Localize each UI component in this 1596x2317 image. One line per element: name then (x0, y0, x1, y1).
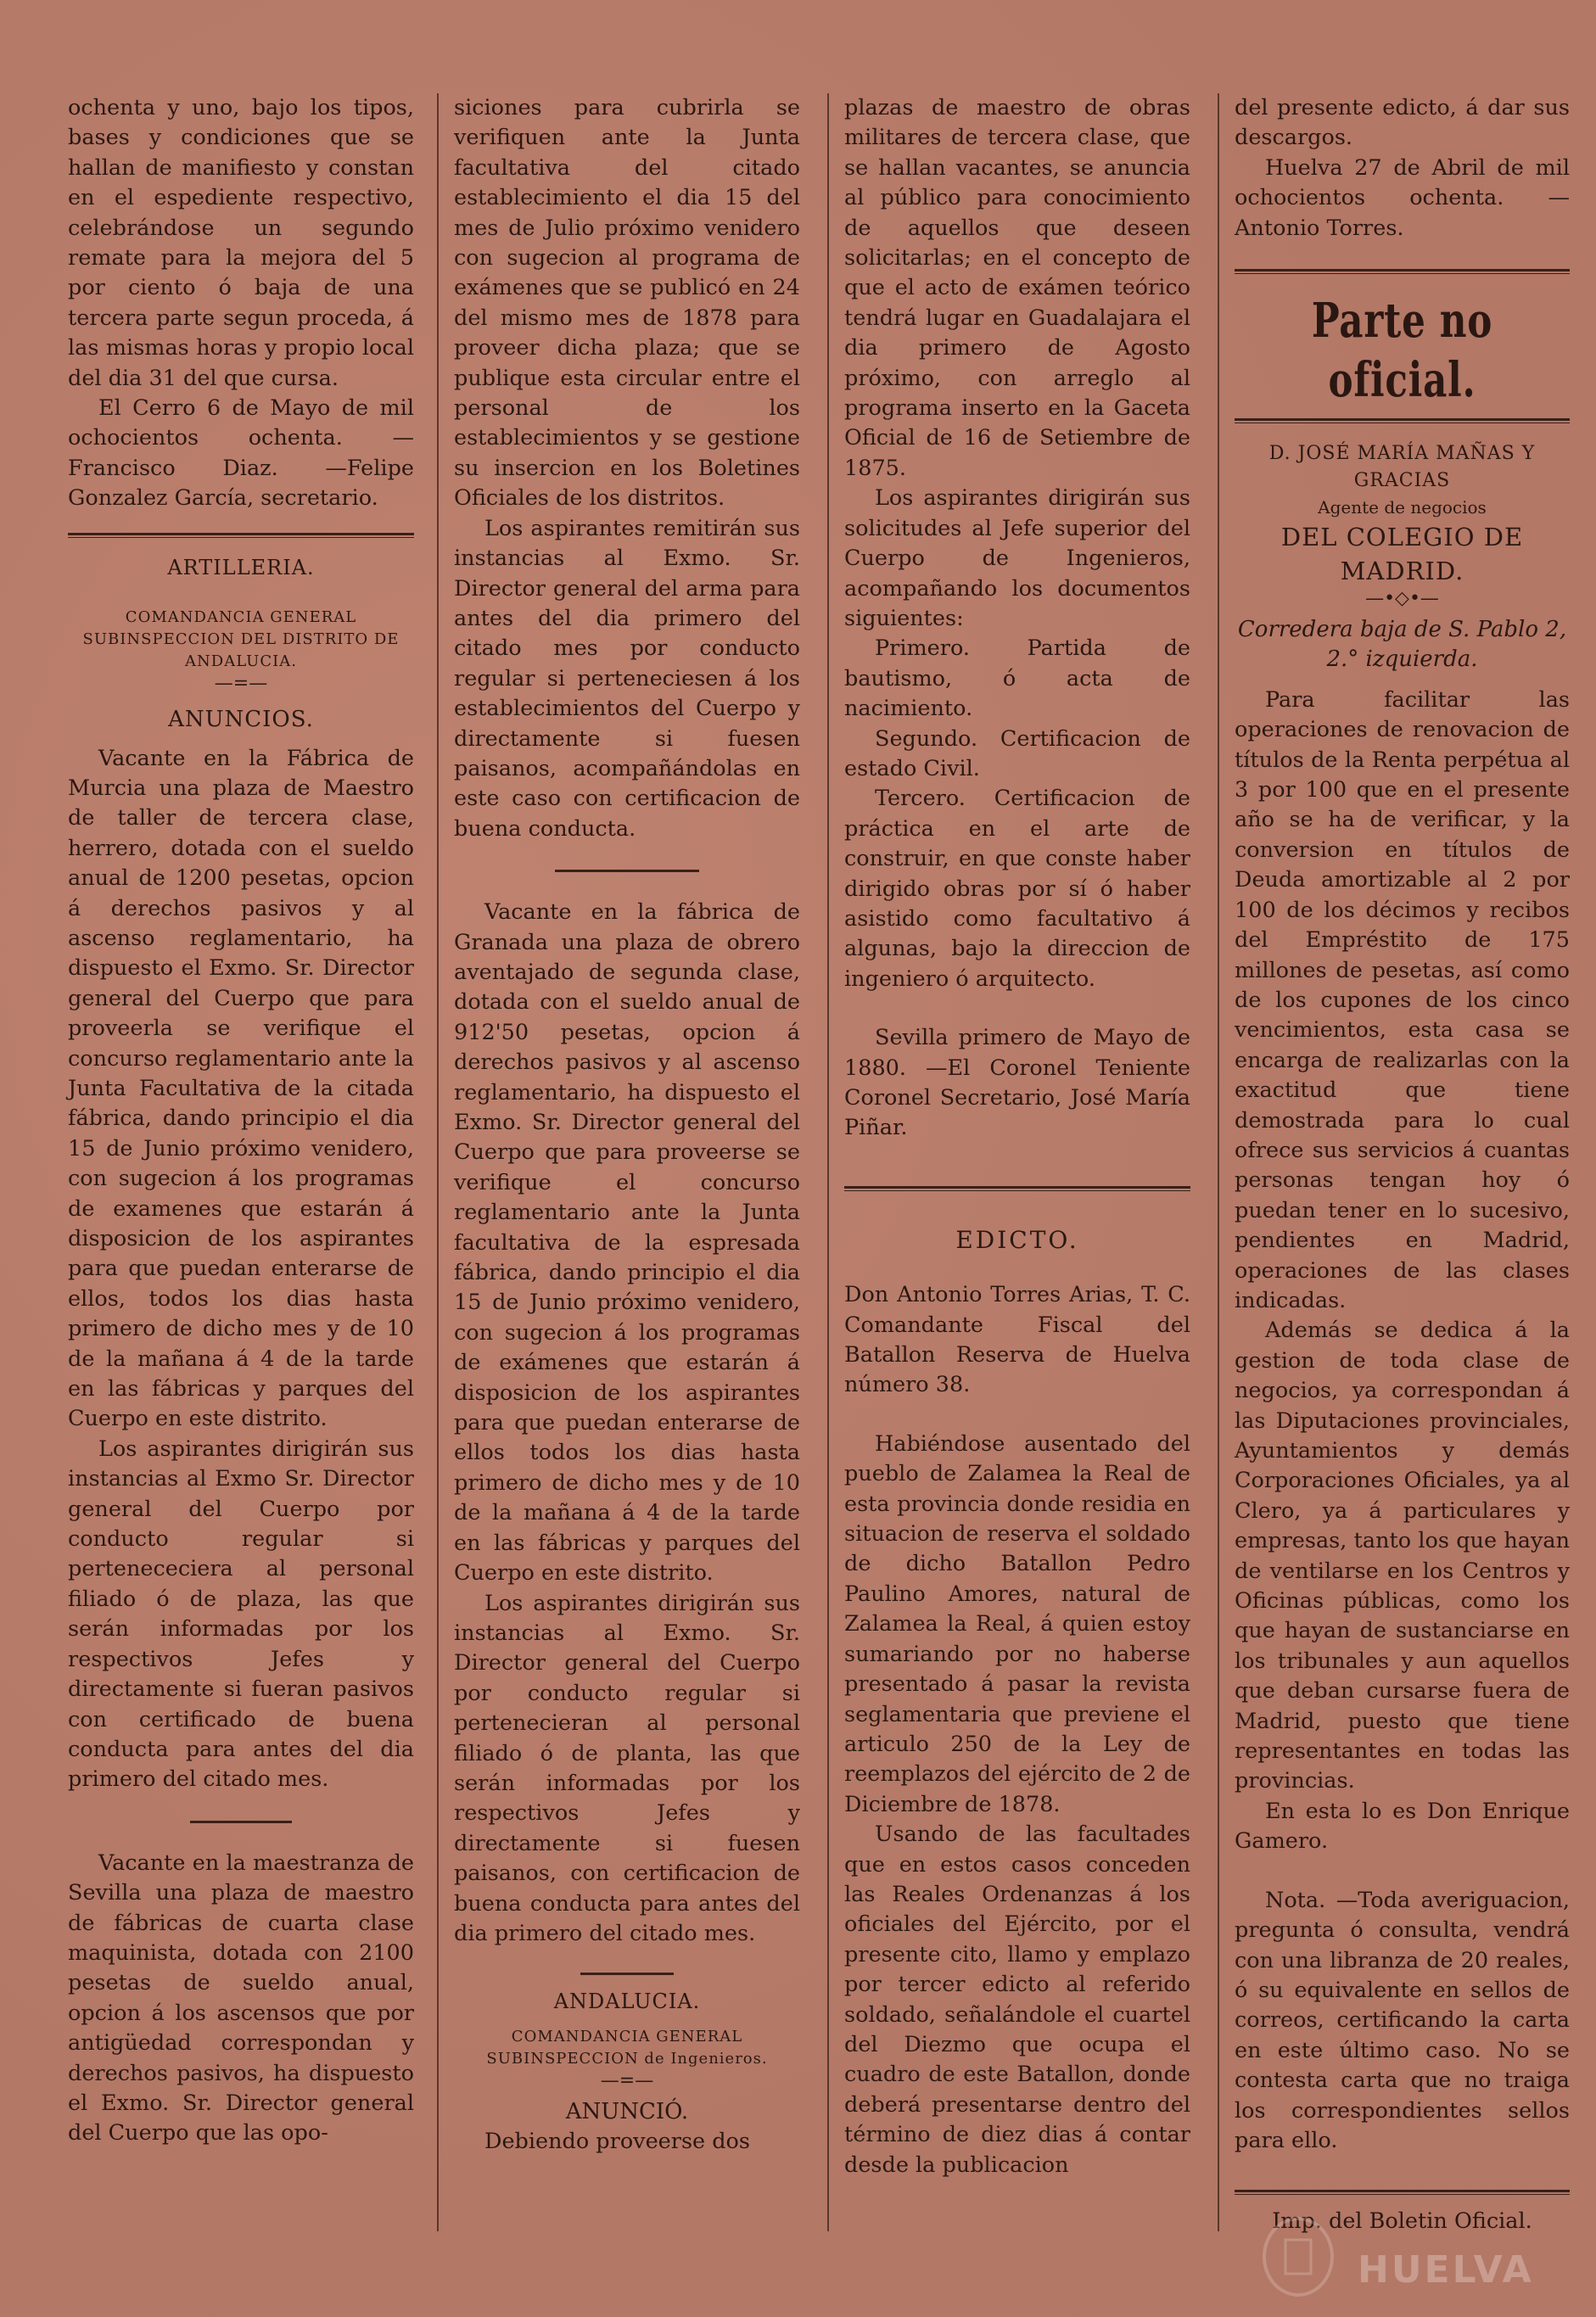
paragraph: Huelva 27 de Abril de mil ochocientos ochenta. —Antonio Torres. (1235, 154, 1570, 241)
subsection-title: COMANDANCIA GENERAL SUBINSPECCION de Ingenieros. (486, 2027, 768, 2068)
paragraph: Debiendo proveerse dos (484, 2129, 750, 2155)
parte-no-oficial-title: Parte no oficial. (1311, 293, 1493, 409)
divider (190, 1821, 292, 1823)
paragraph: Don Antonio Torres Arias, T. C. Comandante Fiscal del Batallon Reserva de Huelva número 38. (844, 1282, 1190, 1398)
subsection-title: COMANDANCIA GENERAL SUBINSPECCION DEL DISTRITO DE ANDALUCIA. (82, 608, 400, 671)
newspaper-page (59, 93, 1570, 2265)
column-3 (844, 93, 1190, 2180)
paragraph: Habiéndose ausentado del pueblo de Zalamea la Real de esta provincia donde residia en situacion de reserva el soldado de dicho Batallon Pedro Paulino Amores, natural de Zalamea la Real, á quien estoy sumariando por no haberse presentado á pasar la revista seglamentaria que previene el articulo 250 de la Ley de reemplazos del ejército de 2 de Diciembre de 1878. (844, 1430, 1190, 1817)
paragraph: En esta lo es Don Enrique Gamero. (1235, 1798, 1570, 1855)
paragraph: Segundo. Certificacion de estado Civil. (844, 725, 1190, 781)
paragraph: siciones para cubrirla se verifiquen ante la Junta facultativa del citado establecimiento el dia 15 del mes de Julio próximo venidero con sugecion al programa de exámenes que se publicó en 24 del mismo mes de 1878 para proveer dicha plaza; que se publique esta circular entre el personal de los establecimientos y se gestione su insercion en los Boletines Oficiales de los distritos. (454, 95, 800, 512)
column-rule (1218, 93, 1219, 2231)
divider (555, 870, 699, 872)
paragraph: Los aspirantes dirigirán sus instancias al Exmo Sr. Director general del Cuerpo por conducto regular si pertenececiera al personal filiado ó de plaza, las que serán informadas por los respectivos Jefes y directamente si fueran pasivos con certificado de buena conducta para antes del dia primero del citado mes. (68, 1436, 414, 1793)
paragraph: Además se dedica á la gestion de toda clase de negocios, ya correspondan á las Diputaciones provinciales, Ayuntamientos y demás Corporaciones Oficiales, ya al Clero, ya á particulares y empresas, tanto los que hayan de ventilarse en los Centros y Oficinas públicas, como los que hayan de sustanciarse en los tribunales y aun aquellos que deban cursarse fuera de Madrid, puesto que tiene representantes en todas las provincias. (1235, 1318, 1570, 1794)
paragraph: Sevilla primero de Mayo de 1880. —El Coronel Teniente Coronel Secretario, José María Piñar. (844, 1025, 1190, 1141)
paragraph: Los aspirantes dirigirán sus instancias al Exmo. Sr. Director general del Cuerpo por conducto regular si pertenecieran al personal filiado ó de planta, las que serán informadas por los respectivos Jefes y directamente si fuesen paisanos, con certificacion de buena conducta para antes del dia primero del citado mes. (454, 1590, 800, 1946)
agency-role: Agente de negocios (1318, 497, 1487, 518)
paragraph: del presente edicto, á dar sus descargos. (1235, 95, 1570, 151)
paragraph: ochenta y uno, bajo los tipos, bases y condiciones que se hallan de manifiesto y constan en el espediente respectivo, celebrándose un segundo remate para la mejora del 5 por ciento ó baja de una tercera parte segun proceda, á las mismas horas y propio local del dia 31 del que cursa. (68, 95, 414, 391)
agency-address: Corredera baja de S. Pablo 2, 2.° izquierda. (1237, 617, 1567, 673)
paragraph: El Cerro 6 de Mayo de mil ochocientos ochenta. —Francisco Diaz. —Felipe Gonzalez García, secretario. (68, 395, 414, 512)
ornament: —=— (214, 673, 268, 695)
ornament: —•◇•— (1365, 588, 1439, 610)
ornament: —=— (600, 2069, 654, 2091)
paragraph: Vacante en la maestranza de Sevilla una plaza de maestro de fábricas de cuarta clase maquinista, dotada con 2100 pesetas de sueldo anual, opcion á los ascensos que por antigüedad correspondan y derechos pasivos, ha dispuesto el Exmo. Sr. Director general del Cuerpo que las opo- (68, 1850, 414, 2146)
anuncio-title: ANUNCIÓ. (565, 2098, 689, 2124)
column-2 (454, 93, 800, 2157)
imprint: Imp. del Boletin Oficial. (1272, 2208, 1532, 2235)
paragraph: Primero. Partida de bautismo, ó acta de nacimiento. (844, 635, 1190, 722)
agency-org: DEL COLEGIO DE MADRID. (1280, 523, 1524, 586)
section-divider (1235, 269, 1570, 274)
column-rule (437, 93, 439, 2231)
column-1 (68, 93, 414, 2149)
paragraph: Los aspirantes remitirán sus instancias al Exmo. Sr. Director general del arma para antes del dia primero del citado mes por conducto regular si perteneciesen á los establecimientos del Cuerpo y directamente si fuesen paisanos, acompañándolas en este caso con certificacion de buena conducta. (454, 515, 800, 842)
anuncios-title: ANUNCIOS. (168, 707, 314, 733)
section-divider (68, 533, 414, 538)
watermark-text: HUELVA (1358, 2248, 1534, 2292)
column-4 (1235, 93, 1570, 2237)
paragraph: plazas de maestro de obras militares de tercera clase, que se hallan vacantes, se anuncia al público para conocimiento de aquellos que deseen solicitarlas; en el concepto de que el acto de exámen teórico tendrá lugar en Guadalajara el dia primero de Agosto próximo, con arreglo al programa inserto en la Gaceta Oficial de 16 de Setiembre de 1875. (844, 95, 1190, 481)
paragraph: Para facilitar las operaciones de renovacion de títulos de la Renta perpétua al 3 por 100 que en el presente año se ha de verificar, y la conversion en títulos de Deuda amortizable al 2 por 100 de los décimos y recibos del Empréstito de 175 millones de pesetas, así como de los cupones de los cinco vencimientos, esta casa se encarga de realizarlas con la exactitud que tiene demostrada para lo cual ofrece sus servicios á cuantas personas tengan hoy ó puedan tener en lo sucesivo, pendientes en Madrid, operaciones de las clases indicadas. (1235, 686, 1570, 1313)
section-divider (1235, 418, 1570, 423)
paragraph: Usando de las facultades que en estos casos conceden las Reales Ordenanzas á los oficiales del Ejército, por el presente cito, llamo y emplazo por tercer edicto al referido soldado, señalándole el cuartel del Diezmo que ocupa el cuadro de este Batallon, donde deberá presentarse dentro del término de diez dias á contar desde la publicacion (844, 1822, 1190, 2178)
paragraph: Tercero. Certificacion de práctica en el arte de construir, en que conste haber dirigido obras por sí ó haber asistido como facultativo á algunas, bajo la direccion de ingeniero ó arquitecto. (844, 786, 1190, 992)
agency-name: D. JOSÉ MARÍA MAÑAS Y GRACIAS (1268, 443, 1536, 492)
section-divider (844, 1186, 1190, 1191)
paragraph: Nota. —Toda averiguacion, pregunta ó consulta, vendrá con una libranza de 20 reales, ó su equivalente en sellos de correos, certificando la carta en este último caso. No se contesta carta que no traiga los correspondientes sellos para ello. (1235, 1887, 1570, 2153)
section-divider (1235, 2190, 1570, 2195)
section-title-andalucia: ANDALUCIA. (553, 1990, 701, 2014)
paragraph: Vacante en la fábrica de Granada una plaza de obrero aventajado de segunda clase, dotada con el sueldo anual de 912'50 pesetas, opcion á derechos pasivos y al ascenso reglamentario, ha dispuesto el Exmo. Sr. Director general del Cuerpo que para proveerse se verifique el concurso reglamentario ante la Junta facultativa de la espresada fábrica, dando principio el dia 15 de Junio próximo venidero, con sugecion á los programas de exámenes que estarán á disposicion de los aspirantes para que puedan enterarse de ellos todos los dias hasta primero de dicho mes y de 10 de la mañana á 4 de la tarde en las fábricas y parques del Cuerpo en este distrito. (454, 899, 800, 1587)
paragraph: Los aspirantes dirigirán sus solicitudes al Jefe superior del Cuerpo de Ingenieros, acompañando los documentos siguientes: (844, 485, 1190, 631)
edicto-title: EDICTO. (955, 1225, 1079, 1254)
section-title-artilleria: ARTILLERIA. (167, 555, 315, 579)
divider (580, 1973, 674, 1975)
column-rule (827, 93, 829, 2231)
paragraph: Vacante en la Fábrica de Murcia una plaza de Maestro de taller de tercera clase, herrero, dotada con el sueldo anual de 1200 pesetas, opcion á derechos pasivos y al ascenso reglamentario, ha dispuesto el Exmo. Sr. Director general del Cuerpo que para proveerla se verifique el concurso reglamentario ante la Junta Facultativa de la citada fábrica, dando principio el dia 15 de Junio próximo venidero, con sugecion á los programas de examenes que estarán á disposicion de los aspirantes para que puedan enterarse de ellos, todos los dias hasta primero de dicho mes y de 10 de la mañana á 4 de la tarde en las fábricas y parques del Cuerpo en este distrito. (68, 745, 414, 1432)
